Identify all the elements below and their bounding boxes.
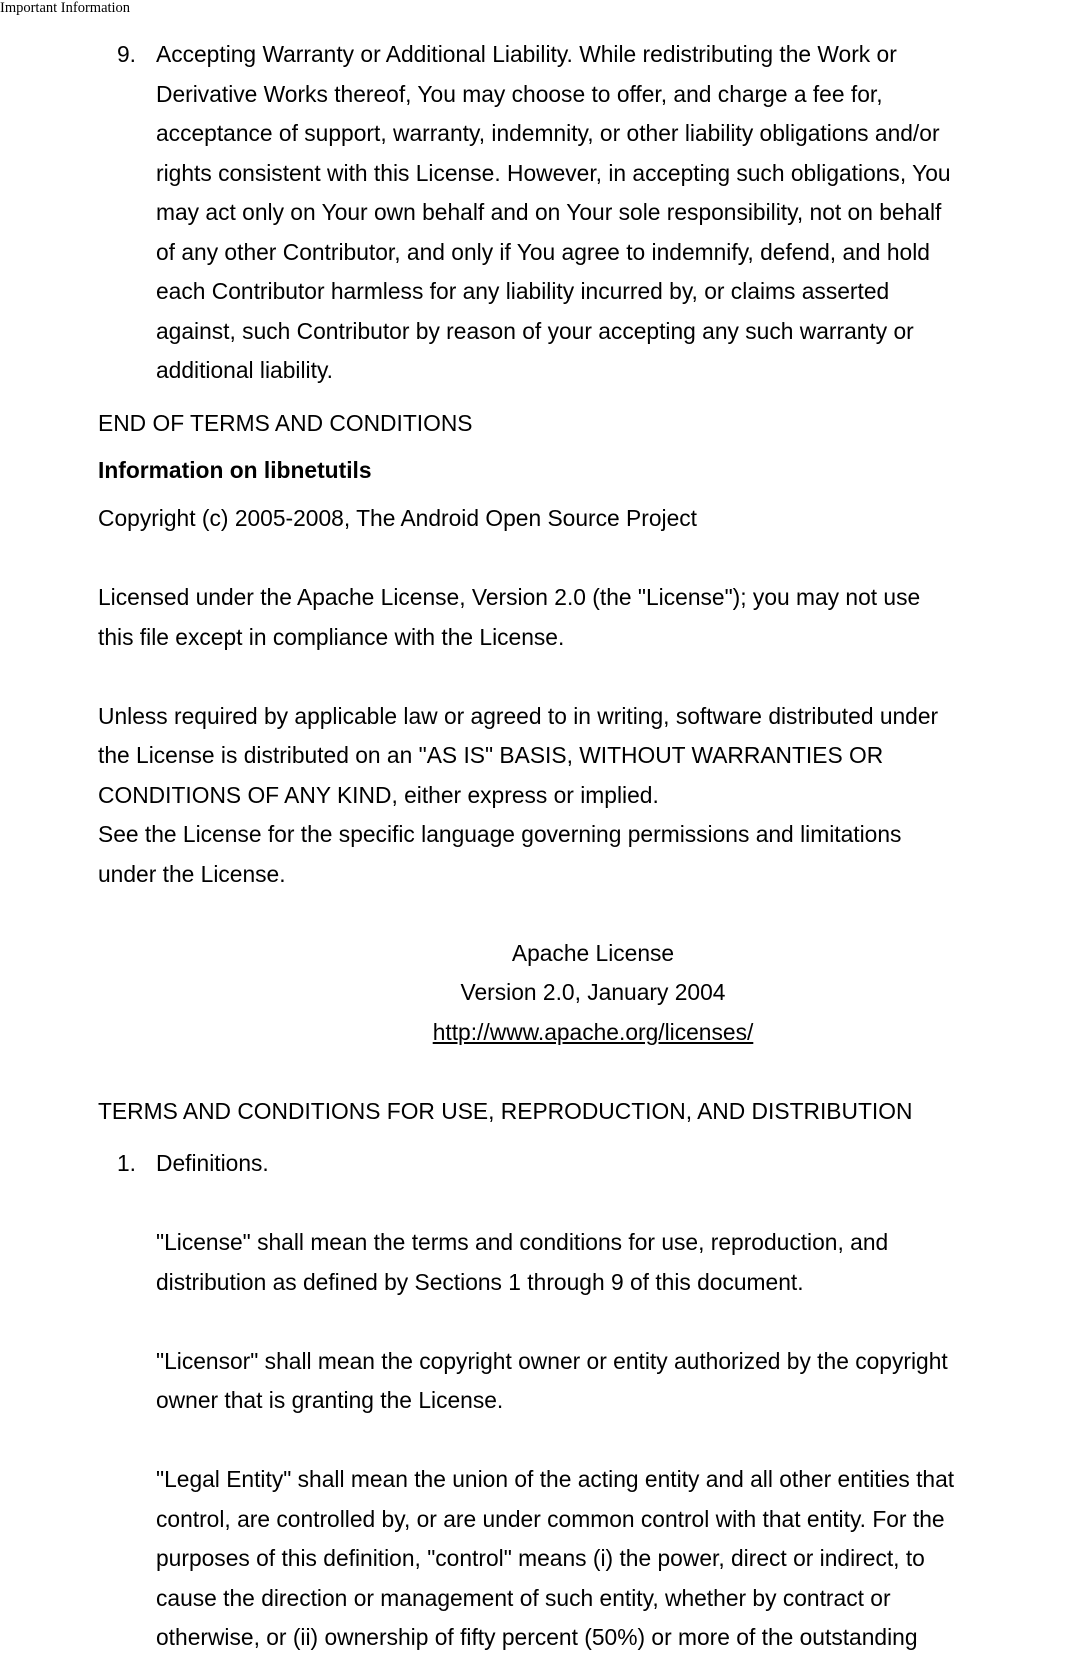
- text-line: Unless required by applicable law or agreed to in writing, software distributed under: [98, 702, 939, 729]
- text-line: may act only on Your own behalf and on Your sole responsibility, not on behalf: [156, 199, 942, 225]
- text-line: Copyright (c) 2005-2008, The Android Open Source Project: [98, 505, 697, 531]
- list-number: 1.: [116, 1150, 136, 1176]
- list-item-text: [156, 1144, 1079, 1658]
- text-line: otherwise, or (ii) ownership of fifty percent (50%) or more of the outstanding: [156, 1624, 918, 1650]
- text-line: See the License for the specific language governing permissions and limitations: [98, 821, 902, 847]
- text-line: of any other Contributor, and only if You agree to indemnify, defend, and hold: [156, 238, 930, 265]
- blank-line: [98, 539, 1079, 579]
- text-line: rights consistent with this License. However, in accepting such obligations, You: [156, 159, 951, 186]
- text-line: "License" shall mean the terms and conditions for use, reproduction, and: [156, 1229, 889, 1255]
- text-line: each Contributor harmless for any liability incurred by, or claims asserted: [156, 278, 890, 304]
- list-number: 9.: [116, 41, 136, 67]
- blank-line: [98, 894, 1079, 934]
- text-line: "Legal Entity" shall mean the union of the acting entity and all other entities that: [156, 1466, 955, 1492]
- list-item-text: [156, 35, 1079, 391]
- license-name: Apache License: [511, 939, 675, 966]
- text-line: this file except in compliance with the License.: [98, 623, 565, 650]
- text-line: distribution as defined by Sections 1 through 9 of this document.: [156, 1268, 804, 1295]
- text-line: Definitions.: [156, 1150, 269, 1176]
- text-line: CONDITIONS OF ANY KIND, either express or implied.: [98, 781, 659, 808]
- terms-heading: TERMS AND CONDITIONS FOR USE, REPRODUCTION, AND DISTRIBUTION: [98, 1097, 913, 1124]
- section-heading: Information on libnetutils: [98, 457, 372, 483]
- text-line: Accepting Warranty or Additional Liability. While redistributing the Work or: [156, 41, 897, 67]
- text-line: additional liability.: [156, 357, 333, 383]
- text-line: under the License.: [98, 860, 286, 887]
- text-line: "Licensor" shall mean the copyright owner or entity authorized by the copyright: [156, 1347, 948, 1374]
- blank-line: [156, 1184, 1079, 1224]
- page-header-title: Important Information: [0, 0, 131, 16]
- text-line: cause the direction or management of such entity, whether by contract or: [156, 1584, 891, 1611]
- license-version: Version 2.0, January 2004: [460, 979, 726, 1005]
- license-link[interactable]: http://www.apache.org/licenses/: [432, 1018, 754, 1045]
- end-of-terms: END OF TERMS AND CONDITIONS: [98, 410, 473, 436]
- blank-line: [156, 1302, 1079, 1342]
- blank-line: [156, 1421, 1079, 1461]
- text-line: owner that is granting the License.: [156, 1387, 504, 1413]
- text-line: Licensed under the Apache License, Version 2.0 (the "License"); you may not use: [98, 584, 921, 610]
- text-line: acceptance of support, warranty, indemnity, or other liability obligations and/or: [156, 120, 940, 146]
- license-notice: [98, 499, 1079, 1131]
- text-line: against, such Contributor by reason of your accepting any such warranty or: [156, 317, 914, 344]
- text-line: purposes of this definition, "control" means (i) the power, direct or indirect, to: [156, 1545, 925, 1571]
- text-line: control, are controlled by, or are under common control with that entity. For the: [156, 1505, 945, 1532]
- text-line: Derivative Works thereof, You may choose to offer, and charge a fee for,: [156, 80, 883, 107]
- text-line: the License is distributed on an "AS IS" BASIS, WITHOUT WARRANTIES OR: [98, 742, 884, 768]
- blank-line: [98, 657, 1079, 697]
